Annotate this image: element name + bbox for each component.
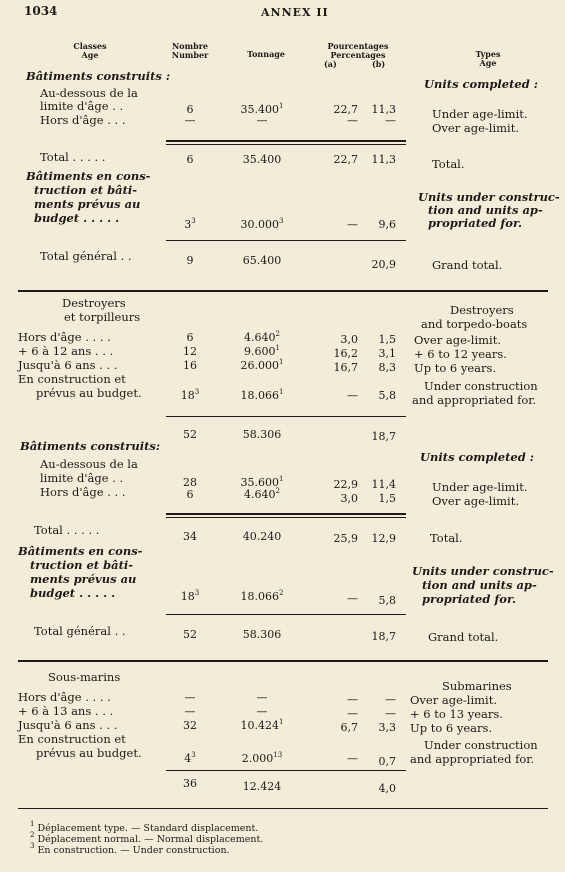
s2-under-n: 28: [183, 476, 197, 489]
s1-grand-en: Grand total.: [432, 258, 503, 272]
s3-constr-a: —: [347, 752, 358, 765]
s2-under-t-val: 35.600: [240, 476, 280, 489]
s3-row-a: [324, 693, 358, 706]
s2-bc-fr-3: ments prévus au: [30, 572, 137, 586]
s2-constr-en-2: and appropriated for.: [412, 393, 537, 407]
s2-grand-en: Grand total.: [428, 630, 499, 644]
s2-row-t: [224, 359, 300, 372]
s1-constr-a: —: [347, 218, 358, 231]
s3-constr-n-sup: 3: [191, 751, 196, 759]
s1-grand-b: 20,9: [371, 258, 396, 271]
header-percentages-label: Percentages: [330, 50, 386, 60]
s1-under-n: 6: [186, 103, 194, 116]
s1-over-a: —: [347, 114, 358, 127]
s2-under-en: Under age-limit.: [432, 480, 528, 494]
header-percentages: [316, 42, 400, 69]
s2-rule-grand: [166, 614, 406, 615]
s1-constr-fr-1: Bâtiments en cons-: [26, 169, 151, 183]
s3-constr-t: [224, 752, 300, 765]
s3-row-a-val: 6,7: [340, 721, 358, 734]
s3-row-b-val: 3,3: [378, 721, 396, 734]
footnote-divider: [18, 808, 548, 809]
s1-under-t-val: 35.400: [240, 103, 280, 116]
s1-constr-fr-2: truction et bâti-: [34, 183, 138, 197]
s3-row-n: [170, 705, 210, 718]
s2-sum-n: 52: [183, 428, 197, 441]
s2-built-en: Units completed :: [420, 450, 535, 464]
s2-row-b: [362, 333, 396, 346]
s1-rule-top: [166, 140, 406, 142]
footnote-mark: 2: [30, 831, 35, 839]
header-pct-b: (b): [372, 59, 386, 69]
s2-row-a: [324, 347, 358, 360]
s2-total-en: Total.: [430, 531, 463, 545]
s1-over-en: Over age-limit.: [432, 121, 520, 135]
s2-over-fr: Hors d'âge . . .: [40, 485, 126, 499]
s2-constr-t-sup: 1: [279, 388, 284, 396]
s2-constr-b: 5,8: [378, 389, 396, 402]
s1-over-n: —: [184, 114, 196, 127]
s2-total-a: 25,9: [333, 532, 358, 545]
s1-constr-en-2: tion and units ap-: [428, 203, 543, 217]
s3-constr-en-2: and appropriated for.: [410, 752, 535, 766]
s2-row-t-sup: 2: [275, 330, 280, 338]
s2-bc-t-val: 18.066: [240, 590, 280, 603]
s2-row-a-val: 16,7: [333, 361, 358, 374]
s3-row-a-val: —: [347, 693, 358, 706]
s2-total-b: 12,9: [371, 532, 396, 545]
s2-bc-en-1: Units under construc-: [412, 564, 554, 578]
s2-constr-t: [224, 389, 300, 402]
s2-over-a: 3,0: [340, 492, 358, 505]
s2-sum-t: 58.306: [242, 428, 282, 441]
header-number-label: Number: [171, 50, 209, 60]
s2-bc-en-2: tion and units ap-: [422, 578, 537, 592]
header-age-en-label: Age: [479, 58, 497, 68]
s2-rule-sum: [166, 416, 406, 417]
s2-under-fr-2: limite d'âge . .: [40, 471, 124, 485]
s2-over-t: [224, 488, 300, 501]
section-divider-2: [18, 660, 548, 662]
s2-bc-fr-1: Bâtiments en cons-: [18, 544, 143, 558]
s3-constr-t-sup: 13: [273, 751, 283, 759]
s1-constr-en-3: propriated for.: [428, 216, 522, 230]
s2-title-en-1: Destroyers: [450, 303, 514, 317]
s1-constr-en-1: Units under construc-: [418, 190, 560, 204]
s2-bc-en-3: propriated for.: [422, 592, 516, 606]
s2-grand-t: 58.306: [242, 628, 282, 641]
s3-row-b-val: —: [385, 693, 396, 706]
s3-constr-fr-2: prévus au budget.: [36, 746, 142, 760]
s1-grand-fr: Total général . .: [40, 249, 132, 263]
s2-row-fr: Hors d'âge . . . .: [18, 330, 111, 344]
s2-grand-b: 18,7: [371, 630, 396, 643]
s2-under-a: 22,9: [333, 478, 358, 491]
header-age-label: Age: [81, 50, 99, 60]
s2-row-t-val: 26.000: [240, 359, 280, 372]
s2-constr-fr-1: En construction et: [18, 372, 126, 386]
s3-row-en: Over age-limit.: [410, 693, 498, 707]
s2-bc-t-sup: 2: [279, 589, 284, 597]
s2-row-fr: Jusqu'à 6 ans . . .: [18, 358, 118, 372]
s3-row-n: [170, 719, 210, 732]
s1-constr-n-sup: 3: [191, 217, 196, 225]
s1-constr-n: [170, 218, 210, 231]
s2-title-en-2: and torpedo-boats: [421, 317, 528, 331]
s3-constr-t-val: 2.000: [241, 752, 274, 765]
s3-row-fr: + 6 à 13 ans . . .: [18, 704, 114, 718]
s1-under-t-sup: 1: [279, 102, 284, 110]
s3-title-fr: Sous-marins: [48, 670, 121, 684]
s1-under-en: Under age-limit.: [432, 107, 528, 121]
s2-row-t: [224, 345, 300, 358]
s3-row-fr: Hors d'âge . . . .: [18, 690, 111, 704]
header-pourcentages-label: Pourcentages: [327, 41, 389, 51]
s2-row-n-val: 6: [186, 331, 194, 344]
s1-grand-n: 9: [186, 254, 194, 267]
header-classes: [50, 42, 130, 60]
s3-row-en: Up to 6 years.: [410, 721, 493, 735]
s3-row-t-val: —: [256, 691, 268, 704]
s2-bc-a: —: [347, 592, 358, 605]
s2-row-b: [362, 361, 396, 374]
footnote-mark: 1: [30, 820, 35, 828]
s2-over-b: 1,5: [378, 492, 396, 505]
s3-row-n-val: 32: [183, 719, 197, 732]
s3-row-n: [170, 691, 210, 704]
footnote: [30, 842, 230, 856]
s2-grand-n: 52: [183, 628, 197, 641]
s3-row-t-sup: 1: [279, 718, 284, 726]
s2-over-en: Over age-limit.: [432, 494, 520, 508]
section-divider-1: [18, 290, 548, 292]
s1-constr-t-val: 30.000: [240, 218, 280, 231]
s2-row-fr: + 6 à 12 ans . . .: [18, 344, 114, 358]
s2-constr-n: [170, 389, 210, 402]
s2-rule-total: [166, 513, 406, 515]
footnote-text: Déplacement type. — Standard displacement.: [34, 823, 259, 834]
s2-rule-total-thin: [166, 517, 406, 518]
s1-over-fr: Hors d'âge . . .: [40, 113, 126, 127]
s2-row-en: Up to 6 years.: [414, 361, 497, 375]
s1-under-a: 22,7: [333, 103, 358, 116]
s1-rule-grand: [166, 240, 406, 241]
s2-bc-n-val: 18: [180, 590, 195, 603]
s3-row-t: [224, 705, 300, 718]
s2-constr-t-val: 18.066: [240, 389, 280, 402]
s3-constr-n: [170, 752, 210, 765]
s1-total-en: Total.: [432, 157, 465, 171]
header-tonnage: Tonnage: [247, 49, 285, 59]
s1-constr-fr-3: ments prévus au: [34, 197, 141, 211]
s2-row-b-val: 3,1: [378, 347, 396, 360]
s2-row-a-val: 3,0: [340, 333, 358, 346]
s1-over-b: —: [385, 114, 396, 127]
footnote-mark: 3: [30, 842, 35, 850]
s3-sum-t: 12.424: [242, 780, 282, 793]
s3-row-b-val: —: [385, 707, 396, 720]
s3-row-t-val: 10.424: [240, 719, 280, 732]
s3-row-b: [362, 707, 396, 720]
s2-under-fr-1: Au-dessous de la: [40, 457, 138, 471]
s2-over-t-val: 4.640: [244, 488, 276, 501]
s2-row-t-val: 4.640: [244, 331, 276, 344]
s2-row-n: [170, 345, 210, 358]
footnote-text: En construction. — Under construction.: [34, 845, 230, 856]
s3-rule-sum: [166, 770, 406, 771]
s3-row-b: [362, 721, 396, 734]
s1-built-fr: Bâtiments construits :: [26, 69, 171, 83]
s2-under-t-sup: 1: [279, 475, 284, 483]
s2-constr-fr-2: prévus au budget.: [36, 386, 142, 400]
s1-under-fr-1: Au-dessous de la: [40, 86, 138, 100]
s3-sum-n: 36: [183, 777, 197, 790]
s1-under-fr-2: limite d'âge . .: [40, 99, 124, 113]
s2-row-en: + 6 to 12 years.: [414, 347, 507, 361]
s2-row-t-sup: 1: [279, 358, 284, 366]
s2-row-t-val: 9.600: [244, 345, 276, 358]
s2-total-n: 34: [183, 530, 197, 543]
s1-grand-t: 65.400: [242, 254, 282, 267]
s2-total-fr: Total . . . . .: [34, 523, 100, 537]
s3-row-n-val: —: [184, 705, 196, 718]
s3-row-t: [224, 719, 300, 732]
s1-constr-fr-4: budget . . . . .: [34, 211, 120, 225]
s3-row-fr: Jusqu'à 6 ans . . .: [18, 718, 118, 732]
header-pct-sub: [316, 60, 400, 69]
s2-over-n: 6: [186, 488, 194, 501]
s2-constr-n-sup: 3: [194, 388, 200, 396]
s2-row-n-val: 16: [183, 359, 197, 372]
s1-constr-t: [224, 218, 300, 231]
s2-row-b-val: 1,5: [378, 333, 396, 346]
s2-bc-t: [224, 590, 300, 603]
s3-row-a-val: —: [347, 707, 358, 720]
s3-row-t: [224, 691, 300, 704]
s2-row-t: [224, 331, 300, 344]
header-number: [168, 42, 212, 60]
s3-constr-fr-1: En construction et: [18, 732, 126, 746]
s2-row-a: [324, 333, 358, 346]
s2-row-en: Over age-limit.: [414, 333, 502, 347]
page-number: 1034: [24, 4, 58, 18]
header-classes-label: Classes: [73, 41, 107, 51]
s2-bc-b: 5,8: [378, 594, 396, 607]
s2-constr-n-val: 18: [180, 389, 195, 402]
s2-bc-n-sup: 3: [194, 589, 200, 597]
s1-constr-b: 9,6: [378, 218, 396, 231]
s2-row-n: [170, 359, 210, 372]
s2-constr-a: —: [347, 389, 358, 402]
footnote: [30, 831, 264, 845]
footnote: [30, 820, 259, 834]
s3-row-en: + 6 to 13 years.: [410, 707, 503, 721]
s2-bc-fr-4: budget . . . . .: [30, 586, 116, 600]
header-types: [458, 50, 518, 68]
s2-row-a-val: 16,2: [333, 347, 358, 360]
s2-title-fr-2: et torpilleurs: [64, 310, 141, 324]
s1-constr-t-sup: 3: [279, 217, 284, 225]
s2-row-b: [362, 347, 396, 360]
s1-total-t: 35.400: [242, 153, 282, 166]
s1-constr-n-val: 3: [184, 218, 192, 231]
s1-under-b: 11,3: [371, 103, 396, 116]
s1-total-a: 22,7: [333, 153, 358, 166]
s2-built-fr: Bâtiments construits:: [20, 439, 161, 453]
footnote-text: Déplacement normal. — Normal displacement.: [34, 834, 264, 845]
s2-bc-n: [170, 590, 210, 603]
s1-rule-top-thin: [166, 144, 406, 145]
s2-row-n-val: 12: [183, 345, 197, 358]
s1-built-en: Units completed :: [424, 77, 539, 91]
header-nombre-label: Nombre: [171, 41, 208, 51]
s2-bc-fr-2: truction et bâti-: [30, 558, 134, 572]
s2-row-t-sup: 1: [275, 344, 280, 352]
s1-total-b: 11,3: [371, 153, 396, 166]
s2-row-a: [324, 361, 358, 374]
header-types-label: Types: [475, 49, 501, 59]
s3-title-en: Submarines: [442, 679, 512, 693]
s2-row-b-val: 8,3: [378, 361, 396, 374]
s2-row-n: [170, 331, 210, 344]
s3-row-a: [324, 721, 358, 734]
s2-constr-en-1: Under construction: [424, 379, 538, 393]
s3-row-a: [324, 707, 358, 720]
s3-row-n-val: —: [184, 691, 196, 704]
s1-over-t: —: [256, 114, 268, 127]
s2-grand-fr: Total général . .: [34, 624, 126, 638]
s3-row-b: [362, 693, 396, 706]
s3-constr-en-1: Under construction: [424, 738, 538, 752]
s2-over-t-sup: 2: [275, 487, 280, 495]
s3-constr-n-val: 4: [184, 752, 192, 765]
s3-row-t-val: —: [256, 705, 268, 718]
s1-total-n: 6: [186, 153, 194, 166]
s3-constr-b: 0,7: [378, 755, 396, 768]
s2-under-b: 11,4: [371, 478, 396, 491]
s2-title-fr-1: Destroyers: [62, 296, 126, 310]
s3-sum-b: 4,0: [378, 782, 396, 795]
annex-title: ANNEX II: [261, 6, 329, 19]
header-pct-a: (a): [324, 59, 337, 69]
s2-sum-b: 18,7: [371, 430, 396, 443]
s1-total-fr: Total . . . . .: [40, 150, 106, 164]
s2-total-t: 40.240: [242, 530, 282, 543]
